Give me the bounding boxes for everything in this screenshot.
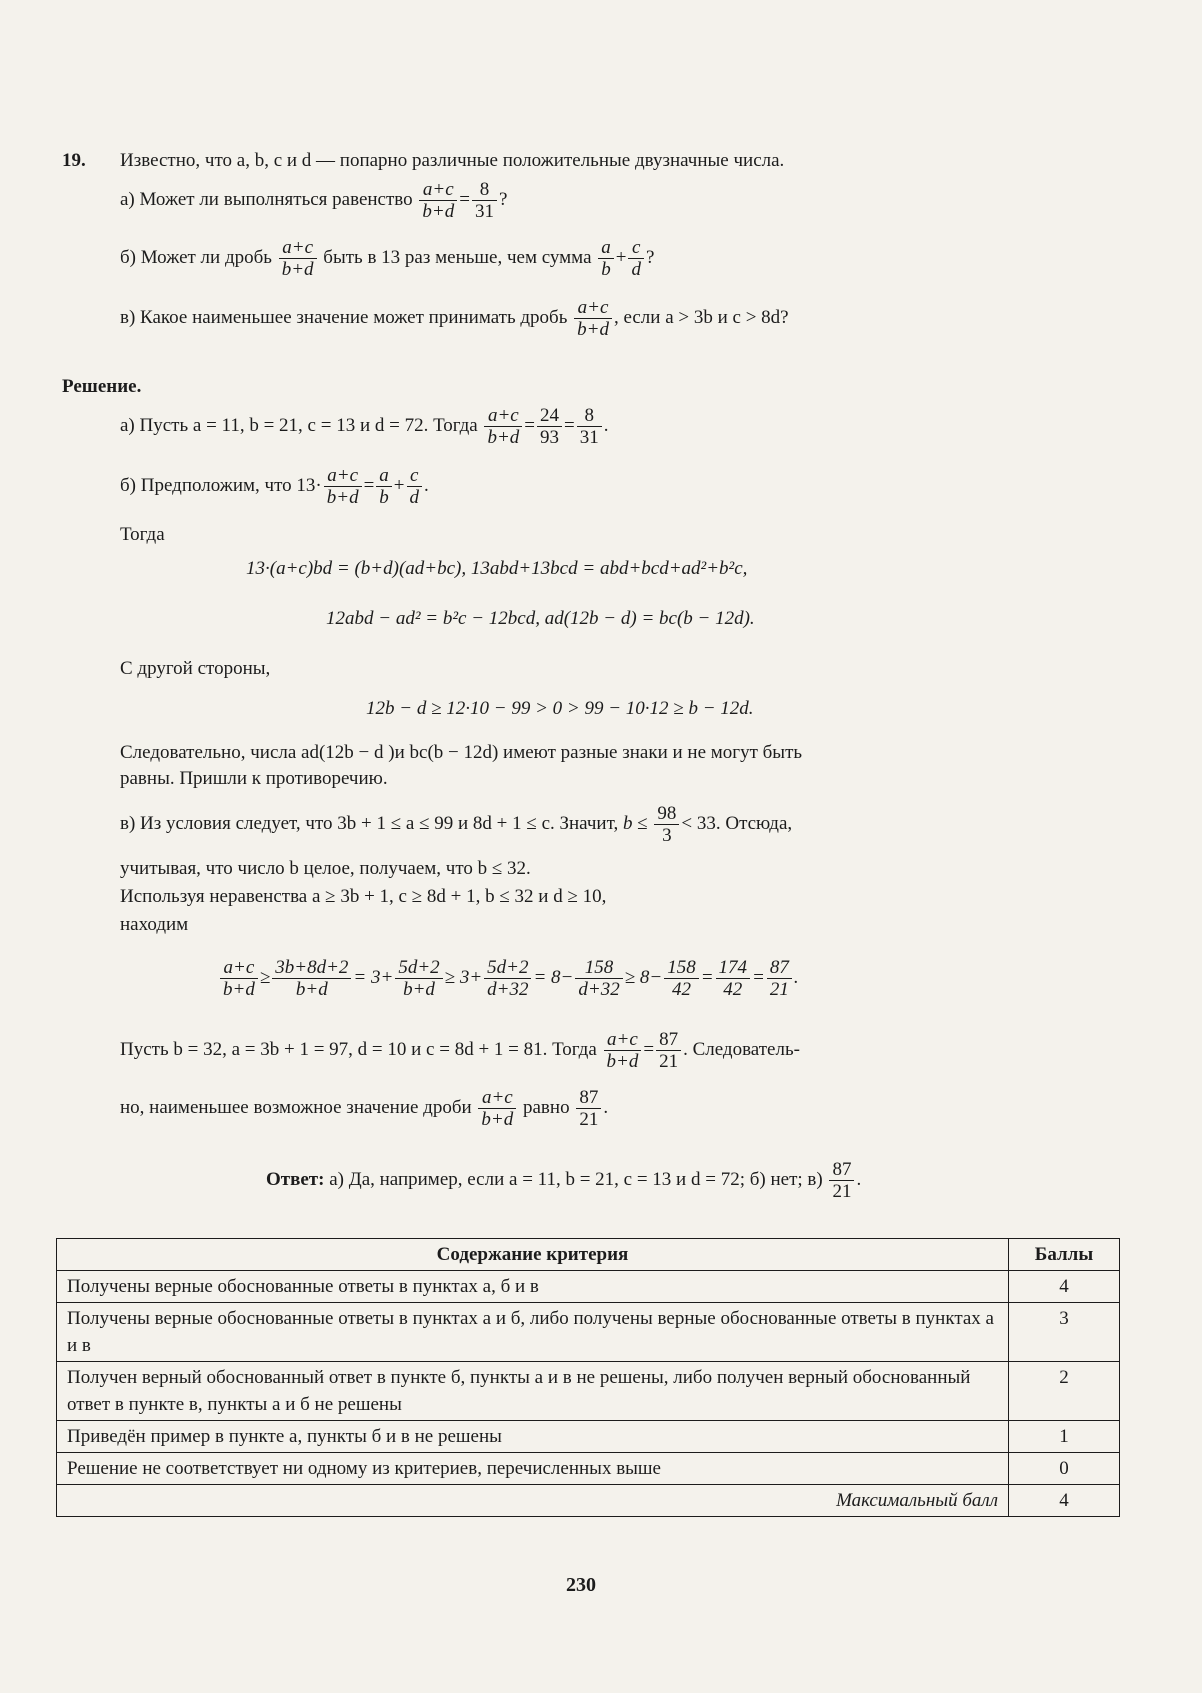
solution-final: но, наименьшее возможное значение дроби $\frac{a+c}{b+d}$ равно $\frac{87}{21}$ . [120,1087,609,1131]
solution-a-text: а) Пусть a = 11, b = 21, c = 13 и d = 72. Тогда [120,415,478,436]
answer-label: Ответ: [266,1169,325,1190]
solution-v-text: в) Из условия следует, что 3b + 1 ≤ a ≤ 99 и 8d + 1 ≤ c. Значит, [120,813,619,834]
fraction: $\frac{c}{d}$ [628,237,644,280]
fraction: $\frac{174}{42}$ [716,957,751,1000]
criteria-table [56,1238,1120,1517]
fraction: $\frac{a}{b}$ [598,237,614,280]
problem-part-a: а) Может ли выполняться равенство $\frac{a+c}{b+d}$ = $\frac{8}{31}$ ? [120,179,508,223]
fraction: $\frac{158}{d+32}$ [575,957,622,1000]
solution-final-text: но, наименьшее возможное значение дроби [120,1097,472,1118]
solution-heading: Решение. [62,376,142,397]
fraction: $\frac{a+c}{b+d}$ [604,1029,642,1072]
criterion-text: Получены верные обоснованные ответы в пунктах а и б, либо получены верные обоснованные ответы в пунктах а и в [57,1303,1009,1362]
max-points: 4 [1009,1485,1120,1517]
table-row [57,1303,1120,1362]
fraction: $\frac{5d+2}{b+d}$ [395,957,442,1000]
fraction: $\frac{87}{21}$ [767,957,792,1000]
solution-let-text: Пусть b = 32, a = 3b + 1 = 97, d = 10 и c = 8d + 1 = 81. Тогда [120,1039,597,1060]
max-label: Максимальный балл [57,1485,1009,1517]
solution-part-v: в) Из условия следует, что 3b + 1 ≤ a ≤ 99 и 8d + 1 ≤ c. Значит, b ≤ $\frac{98}{3}$ < 33. Отсюда, [120,803,793,847]
fraction: $\frac{158}{42}$ [664,957,699,1000]
solution-v-line-4: находим [120,914,189,935]
solution-final-text: равно [523,1097,570,1118]
problem-part-b: б) Может ли дробь $\frac{a+c}{b+d}$ быть в 13 раз меньше, чем сумма $\frac{a}{b}$ + $\frac{c}{d}$ ? [120,237,655,281]
solution-part-b: б) Предположим, что 13· $\frac{a+c}{b+d}$ = $\frac{a}{b}$ + $\frac{c}{d}$ . [120,465,429,509]
fraction: $\frac{a+c}{b+d}$ [279,237,317,280]
table-row [57,1453,1120,1485]
fraction: $\frac{87}{21}$ [576,1087,601,1130]
fraction: $\frac{a}{b}$ [376,465,392,508]
problem-a-text: а) Может ли выполняться равенство [120,189,413,210]
problem-v-text: , если a > 3b и c > 8d? [613,307,789,328]
solution-other-side: С другой стороны, [120,658,271,679]
table-row [57,1271,1120,1303]
equation-2: 12abd − ad² = b²c − 12bcd, ad(12b − d) = bc(b − 12d). [326,608,755,629]
solution-let-tail: . Следователь- [683,1039,800,1060]
table-max-row [57,1485,1120,1517]
criterion-points: 1 [1009,1421,1120,1453]
fraction: $\frac{8}{31}$ [577,405,602,448]
solution-v-line-2: учитывая, что число b целое, получаем, что b ≤ 32. [120,858,531,879]
answer-text: а) Да, например, если a = 11, b = 21, c = 13 и d = 72; б) нет; в) [329,1169,823,1190]
fraction: $\frac{3b+8d+2}{b+d}$ [272,957,351,1000]
criterion-text: Приведён пример в пункте а, пункты б и в не решены [57,1421,1009,1453]
solution-let: Пусть b = 32, a = 3b + 1 = 97, d = 10 и c = 8d + 1 = 81. Тогда $\frac{a+c}{b+d}$ = $\frac{87}{21}$ . Следователь- [120,1029,800,1073]
problem-v-text: в) Какое наименьшее значение может принимать дробь [120,307,568,328]
inequality-chain: $\frac{a+c}{b+d}$ ≥ $\frac{3b+8d+2}{b+d}$ = 3+ $\frac{5d+2}{b+d}$ ≥ 3+ $\frac{5d+2}{d+32}$ = 8− $\frac{158}{d+32}$ ≥ 8− $\frac{158}{42}$ = $\frac{174}{42}$ = $\frac{87}{21}$ . [218,950,799,1006]
solution-part-a: а) Пусть a = 11, b = 21, c = 13 и d = 72. Тогда $\frac{a+c}{b+d}$ = $\frac{24}{93}$ = $\frac{8}{31}$ . [120,405,609,449]
equation-1: 13·(a+c)bd = (b+d)(ad+bc), 13abd+13bcd = abd+bcd+ad²+b²c, [246,558,748,579]
fraction: $\frac{24}{93}$ [537,405,562,448]
fraction: $\frac{a+c}{b+d}$ [574,297,612,340]
problem-b-text: быть в 13 раз меньше, чем сумма [323,247,592,268]
fraction: $\frac{a+c}{b+d}$ [484,405,522,448]
problem-number: 19. [62,150,86,171]
table-row [57,1362,1120,1421]
fraction: $\frac{87}{21}$ [656,1029,681,1072]
fraction: $\frac{5d+2}{d+32}$ [484,957,531,1000]
fraction: $\frac{a+c}{b+d}$ [478,1087,516,1130]
page-number: 230 [566,1574,596,1596]
problem-b-text: б) Может ли дробь [120,247,272,268]
criterion-points: 3 [1009,1303,1120,1362]
table-row [57,1421,1120,1453]
solution-conclusion-2: равны. Пришли к противоречию. [120,768,388,789]
criterion-points: 2 [1009,1362,1120,1421]
fraction: $\frac{c}{d}$ [407,465,423,508]
fraction: $\frac{a+c}{b+d}$ [220,957,258,1000]
solution-b-text: б) Предположим, что [120,475,292,496]
header-content: Содержание критерия [57,1239,1009,1271]
criterion-points: 4 [1009,1271,1120,1303]
solution-then: Тогда [120,524,165,545]
criterion-text: Получены верные обоснованные ответы в пунктах а, б и в [57,1271,1009,1303]
criterion-text: Решение не соответствует ни одному из критериев, перечисленных выше [57,1453,1009,1485]
criterion-text: Получен верный обоснованный ответ в пункте б, пункты а и в не решены, либо получен верный обоснованный ответ в пункте в, пункты а и б не решены [57,1362,1009,1421]
fraction: $\frac{87}{21}$ [829,1159,854,1202]
criterion-points: 0 [1009,1453,1120,1485]
equation-3: 12b − d ≥ 12·10 − 99 > 0 > 99 − 10·12 ≥ b − 12d. [366,698,754,719]
problem-part-v [120,296,789,340]
table-header-row [57,1239,1120,1271]
solution-v-line-3: Используя неравенства a ≥ 3b + 1, c ≥ 8d + 1, b ≤ 32 и d ≥ 10, [120,886,607,907]
fraction: $\frac{8}{31}$ [472,179,497,222]
fraction: $\frac{98}{3}$ [654,803,679,846]
solution-v-text: Отсюда, [725,813,793,834]
solution-conclusion-1: Следовательно, числа ad(12b − d )и bc(b − 12d) имеют разные знаки и не могут быть [120,742,803,763]
fraction: $\frac{a+c}{b+d}$ [324,465,362,508]
problem-intro: Известно, что a, b, c и d — попарно различные положительные двузначные числа. [120,150,785,171]
answer: Ответ: а) Да, например, если a = 11, b = 21, c = 13 и d = 72; б) нет; в) $\frac{87}{21}$ . [266,1159,862,1203]
header-points: Баллы [1009,1239,1120,1271]
fraction: $\frac{a+c}{b+d}$ [419,179,457,222]
